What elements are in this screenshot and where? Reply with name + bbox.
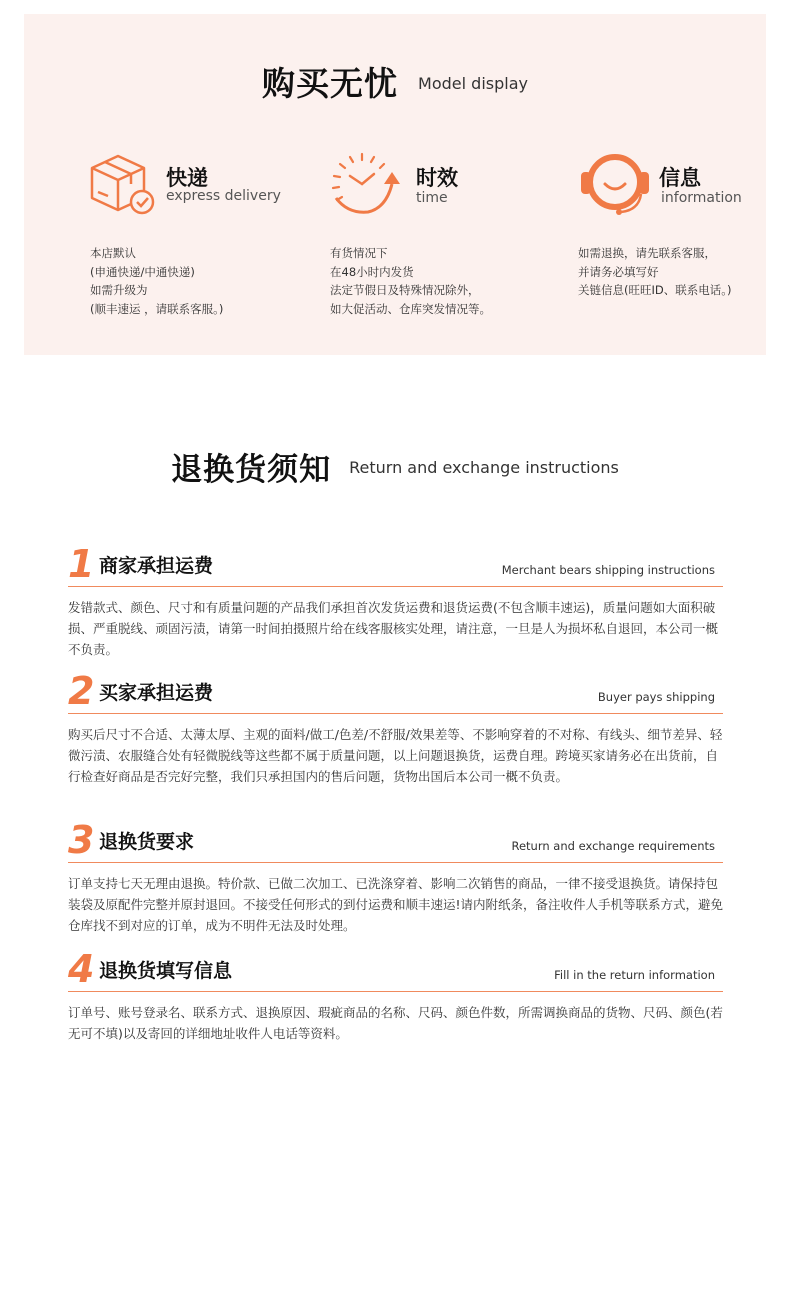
- item-title: 买家承担运费: [99, 682, 214, 704]
- item-number: 1: [68, 542, 95, 586]
- description-line: 法定节假日及特殊情况除外，: [330, 283, 480, 297]
- item-title-en: Return and exchange requirements: [511, 839, 715, 853]
- feature-time-title: 时效: [416, 166, 458, 190]
- feature-delivery-description: [90, 244, 223, 318]
- purchase-assurance-title: 购买无忧: [262, 64, 399, 103]
- item-number: 2: [68, 669, 95, 713]
- item-title-en: Fill in the return information: [554, 968, 715, 982]
- item-body: 订单号、账号登录名、联系方式、退换原因、瑕疵商品的名称、尺码、颜色件数，所需调换商品的货物、尺码、颜色(若无可不填)以及寄回的详细地址收件人电话等资料。: [68, 1005, 723, 1041]
- return-item-requirements: [68, 818, 723, 936]
- feature-time-subtitle: time: [416, 190, 448, 206]
- item-body: 订单支持七天无理由退换。特价款、已做二次加工、已洗涤穿着、影响二次销售的商品，一律不接受退换货。请保持包装袋及原配件完整并原封退回。不接受任何形式的到付运费和顺丰速运!请内附纸条，备注收件人手机等联系方式，避免仓库找不到对应的订单，成为不明件无法及时处理。: [68, 876, 724, 933]
- item-title: 商家承担运费: [99, 555, 214, 577]
- description-line: 在48小时内发货: [330, 264, 414, 279]
- return-item-header: [68, 947, 723, 992]
- description-line: 本店默认: [90, 246, 136, 260]
- purchase-assurance-heading: [0, 58, 790, 105]
- item-title-en: Merchant bears shipping instructions: [501, 563, 715, 577]
- description-line: 关链信息(旺旺ID、联系电话。): [578, 283, 732, 297]
- item-title: 退换货填写信息: [99, 960, 233, 982]
- feature-delivery-title: 快递: [166, 166, 208, 190]
- return-item-merchant-pays: [68, 542, 723, 660]
- item-body: 购买后尺寸不合适、太薄太厚、主观的面料/做工/色差/不舒服/效果差等、不影响穿着的不对称、有线头、细节差异、轻微污渍、农服缝合处有轻微脱线等这些都不属于质量问题，以上问题退换货，运费自理。跨境买家请务必在出货前，自行检查好商品是否完好完整，我们只承担国内的售后问题，货物出国后本公司一概不负责。: [68, 727, 723, 784]
- item-number: 4: [68, 947, 95, 991]
- item-number: 3: [68, 818, 95, 862]
- purchase-assurance-subtitle: Model display: [418, 74, 528, 93]
- description-line: 如需退换，请先联系客服，: [578, 246, 716, 260]
- feature-information-subtitle: information: [661, 190, 742, 206]
- returns-heading: [0, 444, 790, 489]
- delivery-box-icon: [88, 150, 156, 218]
- feature-time-description: [330, 244, 491, 318]
- returns-subtitle: Return and exchange instructions: [349, 458, 619, 477]
- returns-title: 退换货须知: [171, 452, 332, 488]
- return-item-header: [68, 542, 723, 587]
- description-line: (顺丰速运 ，请联系客服。): [90, 301, 224, 316]
- return-item-header: [68, 818, 723, 863]
- return-item-fill-info: [68, 947, 723, 1044]
- item-title-en: Buyer pays shipping: [597, 690, 715, 704]
- clock-arrow-icon: [328, 150, 406, 218]
- description-line: 有货情况下: [330, 246, 388, 260]
- feature-delivery-subtitle: express delivery: [166, 188, 281, 204]
- description-line: (申通快递/中通快递): [90, 264, 195, 279]
- feature-information-title: 信息: [659, 166, 701, 190]
- description-line: 并请务必填写好: [578, 264, 659, 279]
- item-body: 发错款式、颜色、尺寸和有质量问题的产品我们承担首次发货运费和退货运费(不包含顺丰速运)，质量问题如大面积破损、严重脱线、顽固污渍，请第一时间拍摄照片给在线客服核实处理，请注意，一旦是人为损坏私自退回，本公司一概不负责。: [68, 600, 719, 657]
- return-item-header: [68, 669, 723, 714]
- feature-information-description: [578, 244, 731, 300]
- description-line: 如需升级为: [90, 283, 148, 297]
- item-title: 退换货要求: [99, 831, 195, 853]
- description-line: 如大促活动、仓库突发情况等。: [330, 301, 491, 316]
- headset-icon: [577, 150, 653, 218]
- return-item-buyer-pays: [68, 669, 723, 787]
